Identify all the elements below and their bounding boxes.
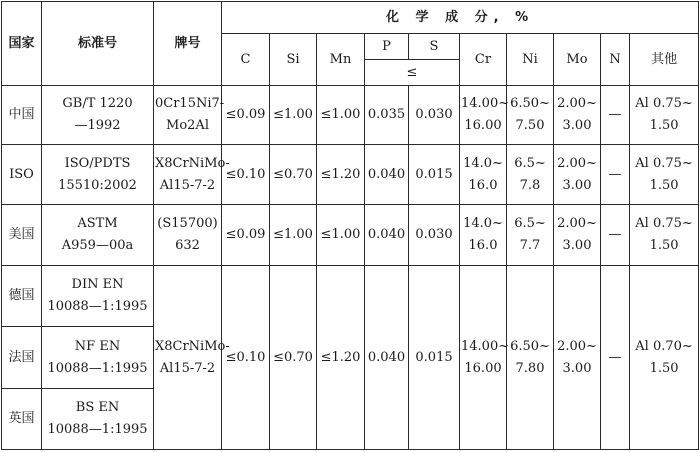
mn-cell: ≤1.00 [317, 205, 365, 266]
si-cell: ≤1.00 [270, 86, 317, 145]
mo-cell: 2.00~ 3.00 [554, 145, 601, 205]
mn-header: Mn [317, 34, 365, 86]
n-cell: — [601, 145, 630, 205]
p-cell: 0.040 [365, 145, 409, 205]
standard-cell: DIN EN 10088—1:1995 [42, 266, 154, 327]
grade-cell: 0Cr15Ni7- Mo2Al [154, 86, 222, 145]
p-cell: 0.040 [365, 205, 409, 266]
ni-cell: 6.5~ 7.8 [507, 145, 554, 205]
country-cell: 德国 [2, 266, 42, 327]
p-cell: 0.040 [365, 266, 409, 450]
p-header: P [365, 34, 409, 60]
standard-cell: NF EN 10088—1:1995 [42, 327, 154, 389]
grade-cell: (S15700) 632 [154, 205, 222, 266]
grade-header: 牌号 [154, 2, 222, 86]
country-cell: 中国 [2, 86, 42, 145]
table-row [2, 266, 699, 327]
si-cell: ≤0.70 [270, 145, 317, 205]
country-cell: 美国 [2, 205, 42, 266]
cr-cell: 14.00~ 16.00 [460, 86, 507, 145]
composition-table [1, 1, 699, 450]
other-cell: Al 0.75~ 1.50 [630, 145, 699, 205]
table-row [2, 205, 699, 266]
other-cell: Al 0.75~ 1.50 [630, 205, 699, 266]
composition-header: 化 学 成 分, % [222, 2, 699, 34]
mo-cell: 2.00~ 3.00 [554, 205, 601, 266]
other-cell: Al 0.70~ 1.50 [630, 266, 699, 450]
c-cell: ≤0.10 [222, 145, 270, 205]
ps-limit-header: ≤ [365, 60, 460, 86]
cr-cell: 14.00~ 16.00 [460, 266, 507, 450]
cr-cell: 14.0~ 16.0 [460, 145, 507, 205]
p-cell: 0.035 [365, 86, 409, 145]
mo-cell: 2.00~ 3.00 [554, 266, 601, 450]
standard-header: 标准号 [42, 2, 154, 86]
c-cell: ≤0.09 [222, 205, 270, 266]
mo-cell: 2.00~ 3.00 [554, 86, 601, 145]
si-cell: ≤1.00 [270, 205, 317, 266]
s-header: S [409, 34, 460, 60]
country-cell: 英国 [2, 389, 42, 450]
c-cell: ≤0.10 [222, 266, 270, 450]
n-header: N [601, 34, 630, 86]
country-cell: 法国 [2, 327, 42, 389]
standard-cell: ASTM A959—00a [42, 205, 154, 266]
table-row [2, 86, 699, 145]
cr-header: Cr [460, 34, 507, 86]
cr-cell: 14.0~ 16.0 [460, 205, 507, 266]
mn-cell: ≤1.00 [317, 86, 365, 145]
standard-cell: ISO/PDTS 15510:2002 [42, 145, 154, 205]
s-cell: 0.015 [409, 266, 460, 450]
other-header: 其他 [630, 34, 699, 86]
n-cell: — [601, 205, 630, 266]
ni-cell: 6.5~ 7.7 [507, 205, 554, 266]
table-row [2, 145, 699, 205]
c-cell: ≤0.09 [222, 86, 270, 145]
c-header: C [222, 34, 270, 86]
country-header: 国家 [2, 2, 42, 86]
header-row-1 [2, 2, 699, 34]
ni-header: Ni [507, 34, 554, 86]
n-cell: — [601, 86, 630, 145]
grade-cell: X8CrNiMo- Al15-7-2 [154, 145, 222, 205]
s-cell: 0.030 [409, 86, 460, 145]
si-cell: ≤0.70 [270, 266, 317, 450]
mo-header: Mo [554, 34, 601, 86]
standard-cell: BS EN 10088—1:1995 [42, 389, 154, 450]
ni-cell: 6.50~ 7.80 [507, 266, 554, 450]
mn-cell: ≤1.20 [317, 266, 365, 450]
standard-cell: GB/T 1220 —1992 [42, 86, 154, 145]
s-cell: 0.030 [409, 205, 460, 266]
country-cell: ISO [2, 145, 42, 205]
ni-cell: 6.50~ 7.50 [507, 86, 554, 145]
n-cell: — [601, 266, 630, 450]
si-header: Si [270, 34, 317, 86]
grade-cell: X8CrNiMo- Al15-7-2 [154, 266, 222, 450]
mn-cell: ≤1.20 [317, 145, 365, 205]
s-cell: 0.015 [409, 145, 460, 205]
other-cell: Al 0.75~ 1.50 [630, 86, 699, 145]
